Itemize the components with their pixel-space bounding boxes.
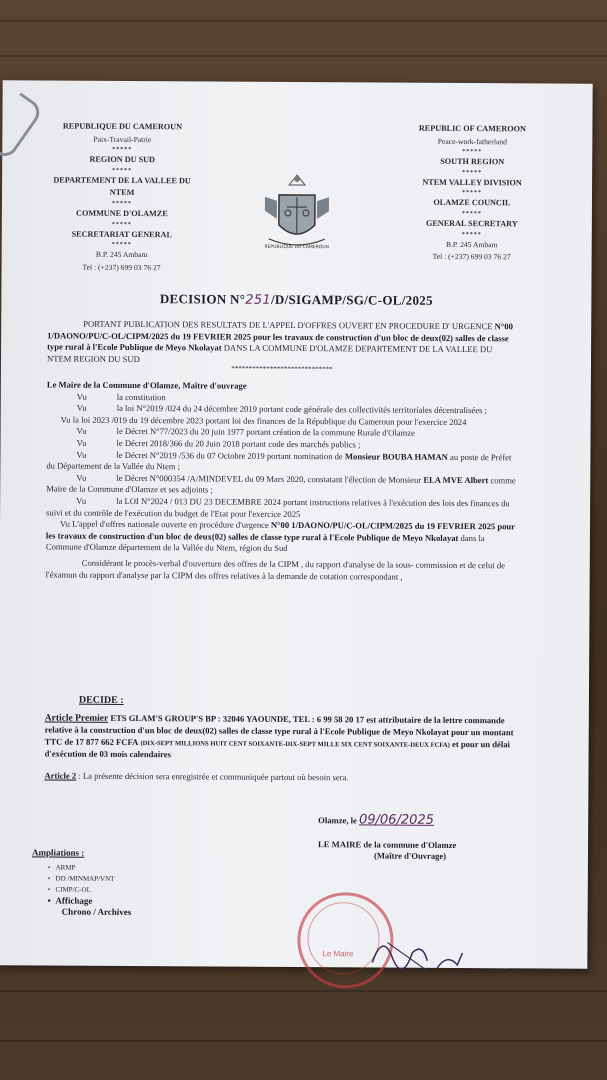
region-fr: REGION DU SUD (89, 154, 156, 165)
ampliation-item: Affichage (55, 895, 93, 906)
decide-block: DECIDE : Article Premier ETS GLAM'S GROUP'S BP : 32046 YAOUNDE, TEL : 6 99 58 20 17 est attributaire de la lettre commande relative à la construction d'un bloc de deux(02) salles de classe type rural à l'Ecole Publique de Meyo Nkolayat pour un montant TTC de 17 877 662 FCFA (DIX-SEPT MILLIONS HUIT CENT SOIXANTE-DIX-SEPT MILLE SIX CENT SOIXANTE-DEUX FCFA) et pour un délai d'exécution de 03 mois calendaires Article 2 : La présente décision sera enregistrée et communiquée partout où besoin sera. (44, 694, 514, 783)
ampliation-item: Chrono / Archives (61, 906, 132, 917)
council-en: OLAMZE COUNCIL (433, 198, 511, 208)
commune-fr: COMMUNE D'OLAMZE (76, 208, 168, 219)
bp-fr: B.P. 245 Ambam (95, 249, 148, 260)
tel-fr: Tel : (+237) 699 03 76 27 (82, 262, 161, 272)
coat-of-arms-emblem (257, 167, 338, 257)
official-stamp: Le Maire (297, 892, 394, 989)
secretary-en: GENERAL SECRETARY (425, 218, 518, 229)
decision-number-handwritten: 251 (245, 292, 272, 308)
decide-heading: DECIDE : (78, 694, 124, 706)
motto-fr: Paix-Travail-Patrie (93, 134, 152, 144)
region-en: SOUTH REGION (440, 157, 505, 167)
country-en: REPUBLIC OF CAMEROON (418, 123, 526, 134)
tel-en: Tel : (+237) 699 03 76 27 (432, 251, 511, 262)
considerations-block: Le Maire de la Commune d'Olamze, Maître d'ouvrage Vu la constitution Vu la loi N°2019 /024 du 24 décembre 2019 portant code générale des collectivités territoriales décentralisées ; Vu la loi 2023 /019 du 19 décembre 2023 portant loi des finances de la République du Cameroun pour l'exercice 2024 Vu le Décret N°77/2023 du 20 juin 1977 portant création de la commune Rurale d'Olamze Vu le Décret 2018/366 du 20 Juin 2018 portant code des marchés publics ; Vu le Décret N°2019 /536 du 07 Octobre 2019 portant nomination de Monsieur BOUBA HAMAN au poste de Préfet du Département de la Vallée du Ntem ; Vu le Décret N°000354 /A/MINDEVEL du 09 Mars 2020, constatant l'élection de Monsieur ELA MVE Albert comme Maire de la Commune d'Olamze et ses adjoints ; Vu la LOI N°2024 / 013 DU 23 DECEMBRE 2024 portant instructions relatives à l'exécution des lois des finances du suivi et du contrôle de l'exécution du budget de l'Etat pour l'exercice 2025 Vu L'appel d'offres nationale ouverte en procédure d'urgence N°00 1/DAONO/PU/C-OL/CIPM/2025 du 19 FEVRIER 2025 pour les travaux de construction d'un bloc de deux(02) salles de classe type rural à l'Ecole Publique de Meyo Nkolayat dans la Commune d'Olamze département de la Vallée du Ntem, région du Sud Considérant le procès-verbal d'ouverture des offres de la CIPM , du rapport d'analyse de la sous- commission et de celui de l'éxamun du rapport d'analyse par la CIPM des offres relatives à la demande de cotation correspondant , (45, 379, 516, 582)
header-left: REPUBLIQUE DU CAMEROUN Paix-Travail-Patrie ***** REGION DU SUD ***** DEPARTEMENT DE LA VALLEE DU NTEM ***** COMMUNE D'OLAMZE ***** SECRETARIAT GENERAL ***** B.P. 245 Ambam Tel : (+237) 699 03 76 27 (42, 120, 203, 274)
department-fr: DEPARTEMENT DE LA VALLEE DU NTEM (53, 175, 191, 198)
division-en: NTEM VALLEY DIVISION (422, 177, 522, 188)
ampliation-item: CIMP/C-OL (55, 885, 91, 894)
signature-date-handwritten: 09/06/2025 (358, 812, 434, 828)
ampliation-item: DD /MINMAP/VNT (55, 874, 115, 883)
header-right: REPUBLIC OF CAMEROON Peace-work-fatherland ***** SOUTH REGION ***** NTEM VALLEY DIVISION ***** OLAMZE COUNCIL ***** GENERAL SECRETARY ***** B.P. 245 Ambam Tel : (+237) 699 03 76 27 (392, 123, 553, 265)
bp-en: B.P. 245 Ambam (445, 239, 498, 249)
motto-en: Peace-work-fatherland (437, 136, 507, 146)
document-page (0, 80, 593, 969)
decision-title: DECISION N°251/D/SIGAMP/SG/C-OL/2025 (159, 291, 433, 308)
subject-block: PORTANT PUBLICATION DES RESULTATS DE L'APPEL D'OFFRES OUVERT EN PROCEDURE D' URGENCE N°00 1/DAONO/PU/C-OL/CIPM/2025 du 19 FEVRIER 2025 pour les travaux de construction d'un bloc de deux(02) salles de classe type rural à l'Ecole Publique de Meyo Nkolayat DANS LA COMMUNE D'OLAMZE DEPARTEMENT DE LA VALLEE DU NTEM REGION DU SUD ***************************** (46, 318, 513, 374)
svg-text:REPUBLIQUE DU CAMEROUN: REPUBLIQUE DU CAMEROUN (264, 244, 329, 251)
country-fr: REPUBLIQUE DU CAMEROUN (62, 121, 183, 132)
secretariat-fr: SECRETARIAT GENERAL (71, 229, 172, 239)
ampliations-block: Ampliations : • ARMP • DD /MINMAP/VNT • CIMP/C-OL • Affichage Chrono / Archives (31, 847, 132, 917)
mayor-heading: Le Maire de la Commune d'Olamze, Maître d'ouvrage (46, 379, 247, 391)
signature-block: Olamze, le 09/06/2025 LE MAIRE de la commune d'Olamze (Maître d'Ouvrage) (318, 812, 457, 862)
ampliation-item: ARMP (55, 863, 76, 872)
handwritten-signature (367, 922, 487, 983)
